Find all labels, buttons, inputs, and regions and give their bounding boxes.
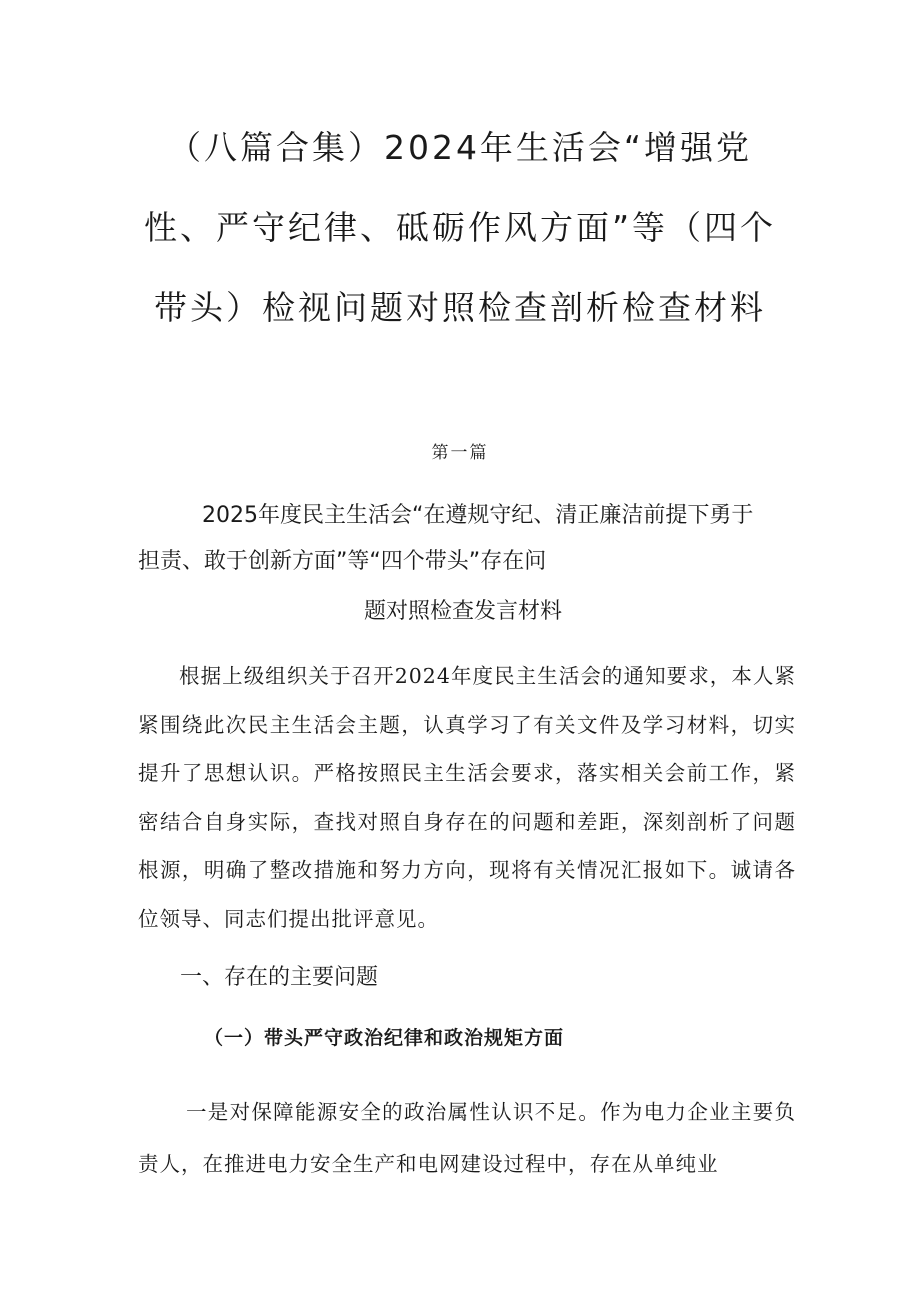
sub-title-line-1: 2025年度民主生活会“在遵规守纪、清正廉洁前提下勇于 <box>202 503 754 528</box>
section-label: 第一篇 <box>431 443 489 463</box>
section-heading-1: 一、存在的主要问题 <box>180 965 379 990</box>
sub-title-line-3: 题对照检查发言材料 <box>363 599 562 624</box>
body-paragraph-2: 一是对保障能源安全的政治属性认识不足。作为电力企业主要负责人，在推进电力安全生产和电网建设过程中，存在从单纯业 <box>138 1100 796 1176</box>
sub-title-line-2: 担责、敢于创新方面”等“四个带头”存在问 <box>138 549 547 574</box>
main-title: （八篇合集）2024年生活会“增强党性、严守纪律、砥砺作风方面”等（四个带头）检视问题对照检查剖析检查材料 <box>143 128 777 327</box>
section-heading-2: （一）带头严守政治纪律和政治规矩方面 <box>204 1027 565 1049</box>
intro-paragraph: 根据上级组织关于召开2024年度民主生活会的通知要求，本人紧紧围绕此次民主生活会主题，认真学习了有关文件及学习材料，切实提升了思想认识。严格按照民主生活会要求，落实相关会前工作，紧密结合自身实际，查找对照自身存在的问题和差距，深刻剖析了问题根源，明确了整改措施和努力方向，现将有关情况汇报如下。诚请各位领导、同志们提出批评意见。 <box>138 664 796 931</box>
